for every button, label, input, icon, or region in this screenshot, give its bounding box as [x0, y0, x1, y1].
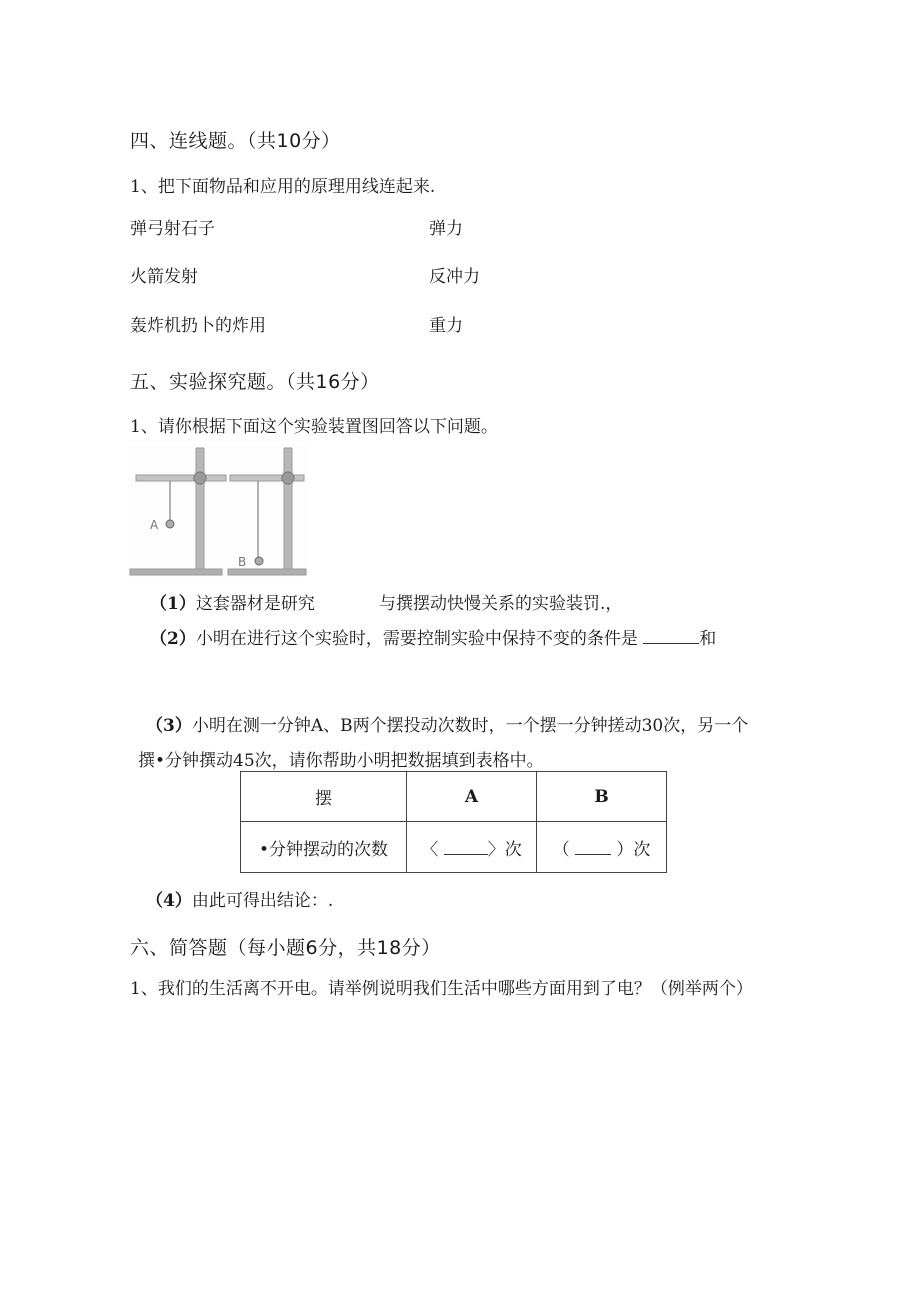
part1-text-b: 与撰摆动快慢关系的实验装罚.，: [379, 594, 623, 614]
match-principle-3: 重力: [429, 316, 463, 336]
section4-title: 四、连线题。（共10分）: [130, 130, 341, 152]
cell-b-blank[interactable]: [575, 854, 611, 855]
part1-text-a: 这套器材是研究: [195, 594, 315, 614]
figure-label-a: A: [150, 518, 159, 532]
part3-text-1: 小明在测一分钟A、B两个摆投动次数时，一个摆一分钟搓动30次，另一个: [191, 716, 749, 736]
part1-number: （1）: [150, 594, 196, 614]
section6-question: 1、我们的生活离不开电。请举例说明我们生活中哪些方面用到了电？（例举两个）: [130, 979, 753, 999]
table-header-b: B: [537, 772, 667, 822]
table-header-row: [241, 772, 667, 822]
match-principle-1: 弹力: [429, 219, 463, 239]
cell-a-close: 〉次: [487, 839, 522, 860]
part4-line: [146, 886, 333, 911]
match-item-1: 弹弓射石子: [130, 219, 215, 239]
part2-text: 小明在进行这个实验时，需要控制实验中保持不变的条件是: [195, 629, 638, 649]
cell-b-open: （: [552, 839, 570, 860]
part3-number: （3）: [146, 716, 192, 736]
part2-line: [150, 624, 716, 649]
match-item-3: 轰炸机扔卜的炸用: [130, 316, 266, 336]
part2-blank[interactable]: [643, 643, 699, 644]
match-item-2: 火箭发射: [130, 267, 198, 287]
part3-line-1: [146, 711, 748, 736]
pendulum-apparatus-figure: [128, 445, 308, 577]
part4-number: （4）: [146, 891, 192, 911]
table-header-a: A: [407, 772, 537, 822]
table-cell-a: [407, 822, 537, 873]
table-cell-b: [537, 822, 667, 873]
part4-text: 由此可得出结论：.: [191, 891, 334, 911]
cell-a-blank[interactable]: [444, 854, 488, 855]
cell-b-close: ）次: [616, 839, 651, 860]
section6-title: 六、简答题（每小题6分，共18分）: [130, 937, 441, 959]
figure-label-b: B: [238, 555, 247, 569]
part2-number: （2）: [150, 629, 196, 649]
table-row: [241, 822, 667, 873]
section5-question: 1、请你根据下面这个实验装置图回答以下问题。: [130, 417, 498, 437]
part1-line: [150, 589, 315, 614]
part2-tail: 和: [699, 629, 717, 649]
table-row-label: •分钟摆动的次数: [241, 822, 407, 873]
pendulum-data-table: [240, 771, 667, 873]
section4-question: 1、把下面物品和应用的原理用线连起来.: [130, 177, 436, 197]
part3-text-2: 撰•分钟撰动45次，请你帮助小明把数据填到表格中。: [138, 751, 544, 771]
section5-title: 五、实验探究题。（共16分）: [130, 371, 380, 393]
cell-a-open: 〈: [421, 839, 439, 860]
table-header-pendulum: 摆: [241, 772, 407, 822]
match-principle-2: 反冲力: [429, 267, 480, 287]
